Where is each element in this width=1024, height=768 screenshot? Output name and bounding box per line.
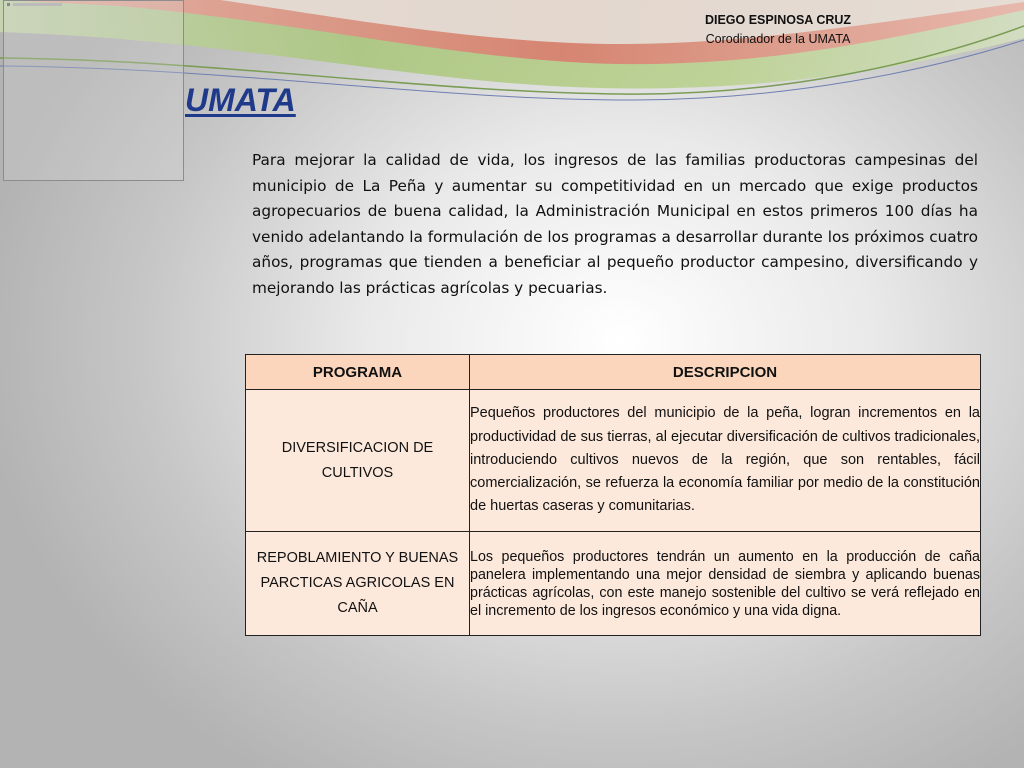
descripcion-cell: Los pequeños productores tendrán un aumento en la producción de caña panelera implementando una mejor densidad de siembra y aplicando buenas prácticas agrícolas, con este manejo sostenible del cultivo se verá reflejado en el incremento de los ingresos económico y una vida digna.: [470, 532, 981, 636]
broken-image-icon: [7, 3, 62, 6]
author-block: [662, 11, 894, 49]
programa-cell: REPOBLAMIENTO Y BUENAS PARCTICAS AGRICOLAS EN CAÑA: [246, 532, 470, 636]
header-descripcion: DESCRIPCION: [470, 355, 981, 390]
table-row: [246, 390, 981, 532]
header-programa: PROGRAMA: [246, 355, 470, 390]
slide-title: UMATA: [185, 82, 296, 118]
table-header-row: [246, 355, 981, 390]
programs-table: [245, 354, 981, 636]
author-role: Corodinador de la UMATA: [705, 32, 851, 46]
author-name: DIEGO ESPINOSA CRUZ: [704, 13, 852, 27]
intro-paragraph: Para mejorar la calidad de vida, los ingresos de las familias productoras campesinas del municipio de La Peña y aumentar su competitividad en un mercado que exige productos agropecuarios de buena calidad, la Administración Municipal en estos primeros 100 días ha venido adelantando la formulación de los programas a desarrollar durante los próximos cuatro años, programas que tienden a beneficiar al pequeño productor campesino, diversificando y mejorando las prácticas agrícolas y pecuarias.: [252, 151, 978, 297]
image-placeholder: [3, 0, 184, 181]
programa-cell: DIVERSIFICACION DE CULTIVOS: [246, 390, 470, 532]
table-row: [246, 532, 981, 636]
descripcion-cell: Pequeños productores del municipio de la peña, logran incrementos en la productividad de sus tierras, al ejecutar diversificación de cultivos tradicionales, introduciendo cultivos nuevos de la región, que son rentables, fácil comercialización, se refuerza la economía familiar por medio de la constitución de huertas caseras y comunitarias.: [470, 390, 981, 532]
